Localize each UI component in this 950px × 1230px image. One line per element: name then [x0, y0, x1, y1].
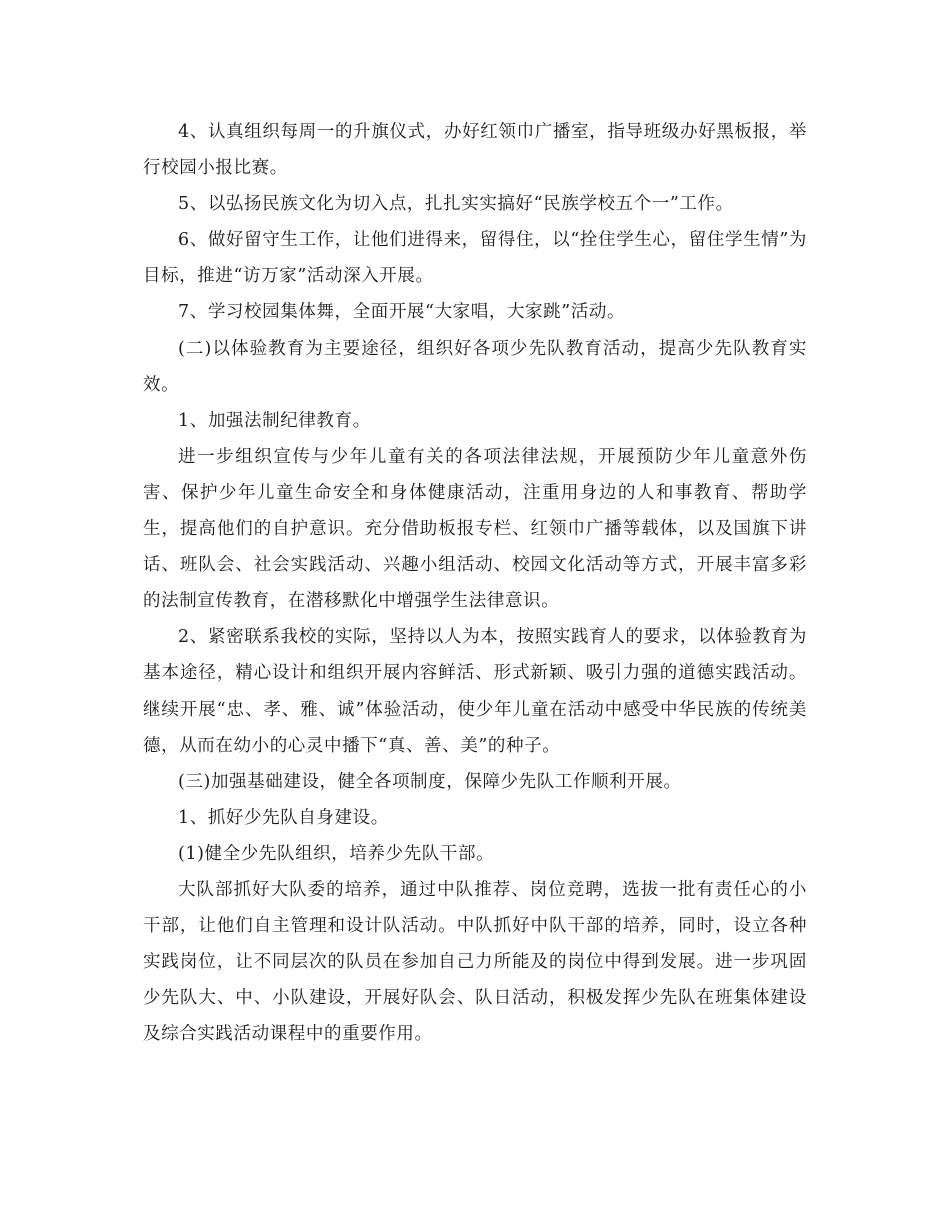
paragraph-team-cadres: 大队部抓好大队委的培养，通过中队推荐、岗位竞聘，选拔一批有责任心的小干部，让他们自主管理和设计队活动。中队抓好中队干部的培养，同时，设立各种实践岗位，让不同层次的队员在参加自己力所能及的岗位中得到发展。进一步巩固少先队大、中、小队建设，开展好队会、队日活动，积极发挥少先队在班集体建设及综合实践活动课程中的重要作用。 — [143, 879, 807, 1045]
paragraph-item-5: 5、以弘扬民族文化为切入点，扎扎实实搞好“民族学校五个一”工作。 — [178, 194, 734, 215]
paragraph-item-6: 6、做好留守生工作，让他们进得来，留得住，以“拴住学生心，留住学生情”为目标，推进“访万家”活动深入开展。 — [143, 230, 807, 287]
paragraph-item-7: 7、学习校园集体舞，全面开展“大家唱，大家跳”活动。 — [178, 302, 626, 323]
paragraph-law-education: 进一步组织宣传与少年儿童有关的各项法律法规，开展预防少年儿童意外伤害、保护少年儿童生命安全和身体健康活动，注重用身边的人和事教育、帮助学生，提高他们的自护意识。充分借助板报专栏、红领巾广播等载体，以及国旗下讲话、班队会、社会实践活动、兴趣小组活动、校园文化活动等方式，开展丰富多彩的法制宣传教育，在潜移默化中增强学生法律意识。 — [143, 446, 807, 612]
subheading-organization: (1)健全少先队组织，培养少先队干部。 — [178, 843, 495, 864]
subheading-team-building: 1、抓好少先队自身建设。 — [178, 807, 389, 828]
paragraph-item-4: 4、认真组织每周一的升旗仪式，办好红领巾广播室，指导班级办好黑板报，举行校园小报比赛。 — [143, 122, 807, 179]
subheading-law-education: 1、加强法制纪律教育。 — [178, 410, 371, 431]
paragraph-practice-activities: 2、紧密联系我校的实际，坚持以人为本，按照实践育人的要求，以体验教育为基本途径，精心设计和组织开展内容鲜活、形式新颖、吸引力强的道德实践活动。继续开展“忠、孝、雅、诚”体验活动，使少年儿童在活动中感受中华民族的传统美德，从而在幼小的心灵中播下“真、善、美”的种子。 — [143, 627, 807, 756]
document-body — [143, 114, 807, 1052]
section-heading-2: (二)以体验教育为主要途径，组织好各项少先队教育活动，提高少先队教育实效。 — [143, 338, 807, 395]
section-heading-3: (三)加强基础建设，健全各项制度，保障少先队工作顺利开展。 — [178, 771, 682, 792]
